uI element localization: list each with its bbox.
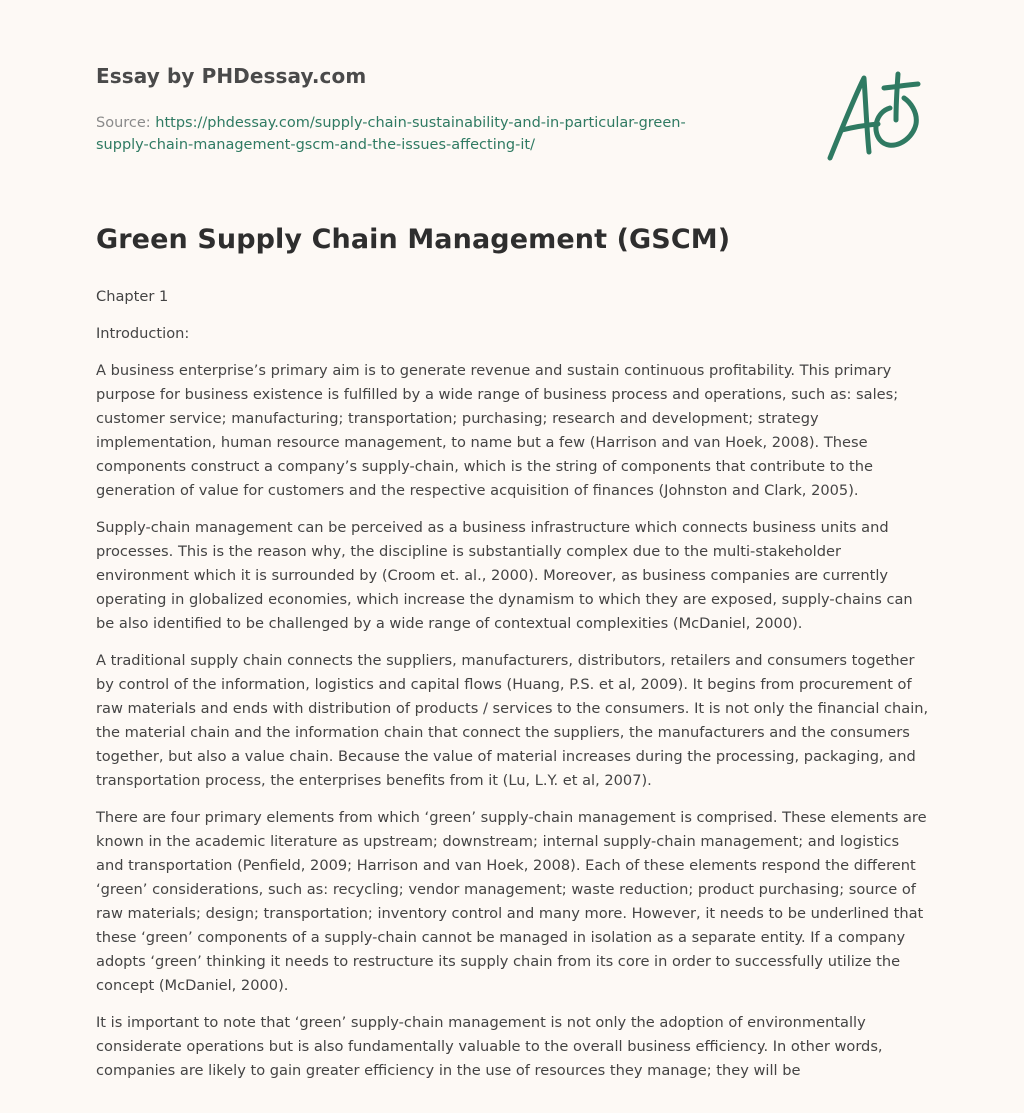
paragraph: Supply-chain management can be perceived as a business infrastructure which connects business units and processes. This is the reason why, the discipline is substantially complex due to the multi-stakeholder environment which it is surrounded by (Croom et. al., 2000). Moreover, as business companies are currently operating in globalized economies, which increase the dynamism to which they are exposed, supply-chains can be also identified to be challenged by a wide range of contextual complexities (McDaniel, 2000). — [96, 519, 913, 632]
intro-heading: Introduction: — [96, 325, 190, 342]
paragraph: A business enterprise’s primary aim is to generate revenue and sustain continuous profitability. This primary purpose for business existence is fulfilled by a wide range of business process and operations, such as: sales; customer service; manufacturing; transportation; purchasing; research and development; strategy implementation, human resource management, to name but a few (Harrison and van Hoek, 2008). These components construct a company’s supply-chain, which is the string of components that contribute to the generation of value for customers and the respective acquisition of finances (Johnston and Clark, 2005). — [96, 362, 899, 499]
paragraph: There are four primary elements from which ‘green’ supply-chain management is comprised. These elements are known in the academic literature as upstream; downstream; internal supply-chain management; and logistics and transportation (Penfield, 2009; Harrison and van Hoek, 2008). Each of these elements respond the different ‘green’ considerations, such as: recycling; vendor management; waste reduction; product purchasing; source of raw materials; design; transportation; inventory control and many more. However, it needs to be underlined that these ‘green’ components of a supply-chain cannot be managed in isolation as a separate entity. If a company adopts ‘green’ thinking it needs to restructure its supply chain from its core in order to successfully utilize the concept (McDaniel, 2000). — [96, 809, 927, 994]
paragraph: A traditional supply chain connects the suppliers, manufacturers, distributors, retailers and consumers together by control of the information, logistics and capital flows (Huang, P.S. et al, 2009). It begins from procurement of raw materials and ends with distribution of products / services to the consumers. It is not only the financial chain, the material chain and the information chain that connect the suppliers, the manufacturers and the consumers together, but also a value chain. Because the value of material increases during the processing, packaging, and transportation process, the enterprises benefits from it (Lu, L.Y. et al, 2007). — [96, 652, 929, 789]
document-body — [96, 285, 930, 1096]
site-brand: Essay by PHDessay.com — [96, 64, 367, 88]
a-plus-logo-icon — [820, 68, 928, 166]
chapter-label: Chapter 1 — [96, 288, 169, 305]
paragraph: It is important to note that ‘green’ supply-chain management is not only the adoption of environmentally considerate operations but is also fundamentally valuable to the overall business efficiency. In other words, companies are likely to gain greater efficiency in the use of resources they manage; they will be — [96, 1014, 883, 1079]
source-line — [96, 112, 736, 156]
source-link[interactable]: https://phdessay.com/supply-chain-sustainability-and-in-particular-green-supply-chain-management-gscm-and-the-issues-affecting-it/ — [96, 115, 686, 153]
source-label: Source: — [96, 115, 151, 131]
document-title: Green Supply Chain Management (GSCM) — [96, 224, 731, 255]
